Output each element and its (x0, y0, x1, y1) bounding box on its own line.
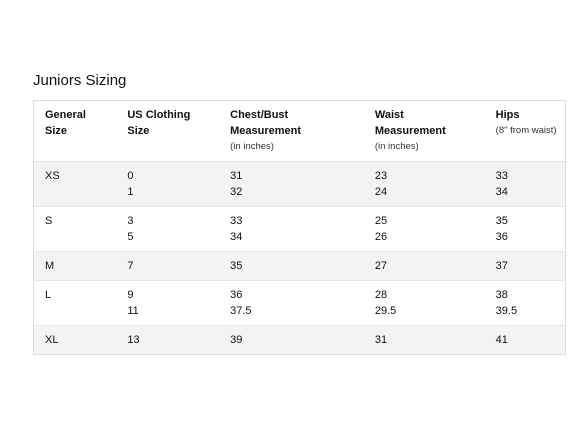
cell-us-size (116, 252, 219, 281)
header-general-size (34, 101, 117, 162)
cell-value: 38 (495, 289, 508, 301)
cell-value: 31 (230, 170, 243, 182)
cell-value: 9 (127, 289, 134, 301)
header-unit: (in inches) (374, 141, 419, 152)
cell-us-size (116, 326, 219, 355)
header-hips (485, 101, 566, 162)
header-line: Waist (374, 109, 404, 121)
page-title: Juniors Sizing (33, 72, 127, 89)
cell-general-size: XS (34, 162, 117, 207)
table-row (34, 281, 566, 326)
header-unit: (8" from waist) (495, 125, 557, 136)
cell-hips (485, 326, 566, 355)
cell-value: 32 (230, 186, 243, 198)
cell-value: 26 (374, 231, 388, 243)
cell-chest (219, 207, 364, 252)
table-row (34, 326, 566, 355)
cell-us-size (116, 281, 219, 326)
cell-value: 41 (495, 334, 508, 346)
header-waist (364, 101, 485, 162)
cell-value: 39.5 (495, 305, 518, 317)
header-line: Measurement (230, 125, 302, 137)
cell-waist (364, 252, 485, 281)
cell-chest (219, 162, 364, 207)
cell-value: 36 (230, 289, 243, 301)
table-row (34, 207, 566, 252)
cell-us-size (116, 207, 219, 252)
cell-chest (219, 326, 364, 355)
cell-value: 34 (230, 231, 243, 243)
cell-value: 5 (127, 231, 134, 243)
cell-value: 7 (127, 260, 134, 272)
cell-value: 0 (127, 170, 134, 182)
cell-waist (364, 281, 485, 326)
cell-value: 23 (374, 170, 388, 182)
cell-value: 37.5 (230, 305, 252, 317)
cell-value: 35 (495, 215, 508, 227)
table-header-row (34, 101, 566, 162)
cell-value: 29.5 (374, 305, 397, 317)
cell-value: 1 (127, 186, 134, 198)
header-line: Chest/Bust (230, 109, 289, 121)
header-line: Hips (495, 109, 520, 121)
cell-value: 25 (374, 215, 388, 227)
table-row (34, 252, 566, 281)
cell-general-size: M (34, 252, 117, 281)
sizing-table (33, 100, 566, 355)
cell-value: 24 (374, 186, 388, 198)
cell-hips (485, 207, 566, 252)
header-line: General (45, 109, 86, 121)
header-line: Size (127, 125, 150, 137)
cell-waist (364, 326, 485, 355)
header-unit: (in inches) (230, 141, 274, 152)
cell-value: 33 (495, 170, 508, 182)
cell-value: 13 (127, 334, 140, 346)
cell-general-size: L (34, 281, 117, 326)
cell-value: 37 (495, 260, 508, 272)
cell-us-size (116, 162, 219, 207)
cell-hips (485, 281, 566, 326)
cell-general-size: S (34, 207, 117, 252)
cell-hips (485, 162, 566, 207)
cell-hips (485, 252, 566, 281)
header-chest-bust (219, 101, 364, 162)
cell-waist (364, 162, 485, 207)
header-line: Measurement (374, 125, 446, 137)
cell-value: 39 (230, 334, 243, 346)
cell-chest (219, 281, 364, 326)
table-row (34, 162, 566, 207)
cell-general-size: XL (34, 326, 117, 355)
cell-value: 27 (374, 260, 388, 272)
cell-value: 11 (127, 305, 139, 317)
header-us-clothing-size (116, 101, 219, 162)
cell-value: 36 (495, 231, 508, 243)
cell-value: 34 (495, 186, 508, 198)
cell-value: 33 (230, 215, 243, 227)
header-line: Size (45, 125, 68, 137)
cell-value: 31 (374, 334, 388, 346)
cell-value: 3 (127, 215, 134, 227)
cell-value: 35 (230, 260, 243, 272)
header-line: US Clothing (127, 109, 191, 121)
cell-chest (219, 252, 364, 281)
cell-waist (364, 207, 485, 252)
cell-value: 28 (374, 289, 388, 301)
